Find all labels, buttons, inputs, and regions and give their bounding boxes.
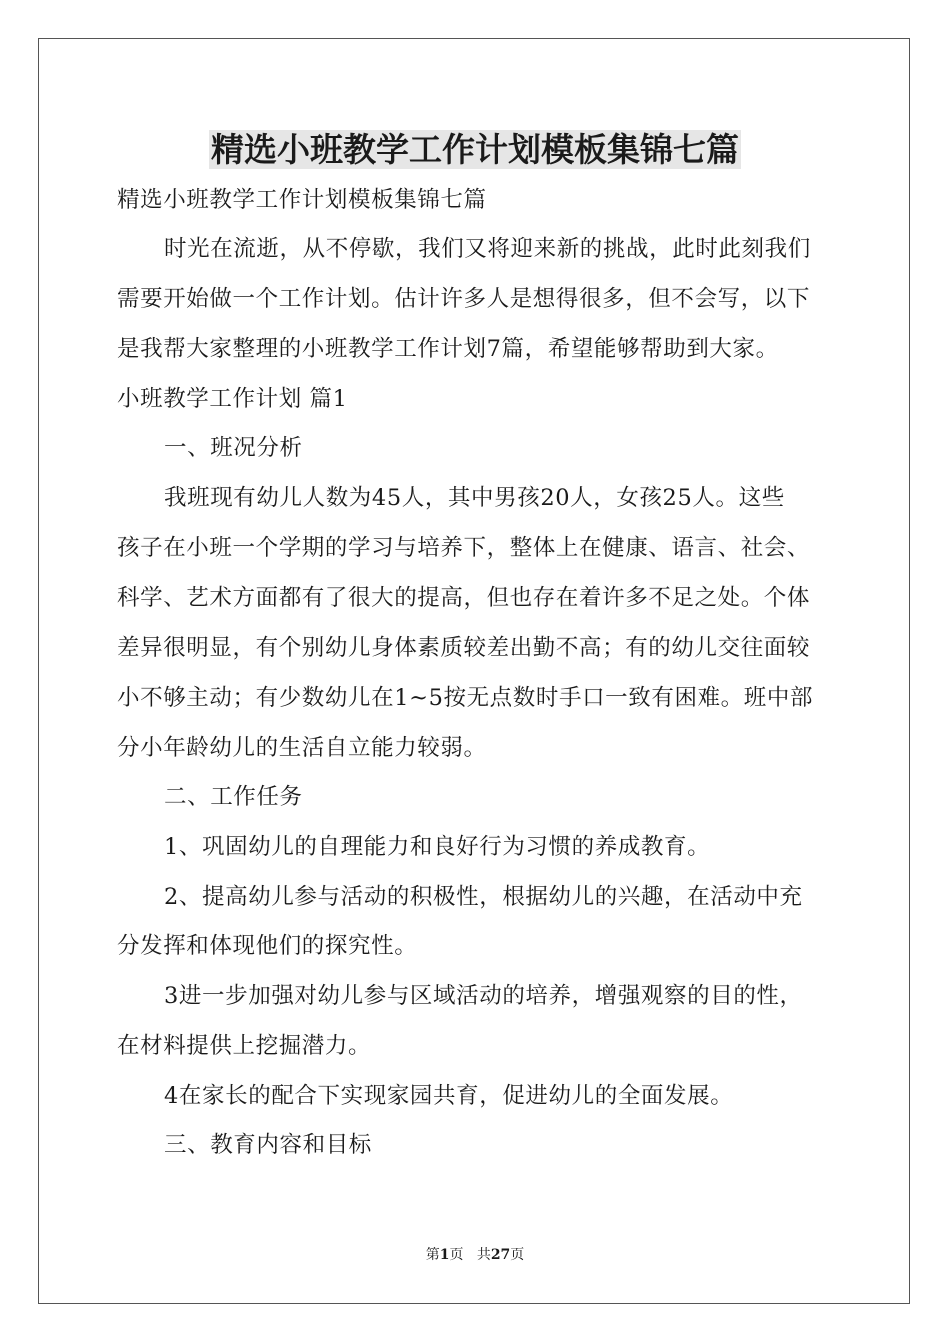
- list-item: 1、巩固幼儿的自理能力和良好行为习惯的养成教育。: [164, 834, 711, 860]
- paragraph-line: 科学、艺术方面都有了很大的提高，但也存在着许多不足之处。个体: [117, 585, 811, 611]
- paragraph-line: 分小年龄幼儿的生活自立能力较弱。: [117, 735, 487, 761]
- paragraph-line: 我班现有幼儿人数为45人，其中男孩20人，女孩25人。这些: [164, 485, 785, 511]
- page-label-suffix: 页: [449, 1247, 464, 1263]
- page-label-prefix: 第: [425, 1247, 440, 1263]
- subtitle-line: 精选小班教学工作计划模板集锦七篇: [117, 187, 487, 213]
- list-item-continuation: 分发挥和体现他们的探究性。: [117, 933, 418, 959]
- paragraph-line: 小不够主动；有少数幼儿在1~5按无点数时手口一致有困难。班中部: [117, 685, 814, 711]
- total-label-suffix: 页: [510, 1247, 525, 1263]
- total-label-prefix: 共: [476, 1247, 491, 1263]
- document-title-text: 精选小班教学工作计划模板集锦七篇: [211, 130, 739, 169]
- page-border: [38, 38, 910, 1304]
- list-item: 2、提高幼儿参与活动的积极性，根据幼儿的兴趣，在活动中充: [164, 884, 803, 910]
- page-footer: [0, 1245, 950, 1265]
- paragraph-line: 时光在流逝，从不停歇，我们又将迎来新的挑战，此时此刻我们: [164, 236, 811, 262]
- document-title: [0, 126, 950, 174]
- paragraph-line: 需要开始做一个工作计划。估计许多人是想得很多，但不会写，以下: [117, 286, 811, 312]
- list-item: 3进一步加强对幼儿参与区域活动的培养，增强观察的目的性，: [164, 983, 803, 1009]
- section-heading: 小班教学工作计划 篇1: [117, 386, 348, 412]
- page-number: 1: [439, 1247, 450, 1263]
- paragraph-line: 是我帮大家整理的小班教学工作计划7篇，希望能够帮助到大家。: [117, 336, 779, 362]
- list-item: 4在家长的配合下实现家园共育，促进幼儿的全面发展。: [164, 1083, 734, 1109]
- paragraph-line: 孩子在小班一个学期的学习与培养下，整体上在健康、语言、社会、: [117, 535, 811, 561]
- total-pages: 27: [490, 1247, 511, 1263]
- list-item-continuation: 在材料提供上挖掘潜力。: [117, 1033, 372, 1059]
- section-subheading: 一、班况分析: [164, 435, 303, 461]
- section-subheading: 三、教育内容和目标: [164, 1132, 372, 1158]
- paragraph-line: 差异很明显，有个别幼儿身体素质较差出勤不高；有的幼儿交往面较: [117, 635, 811, 661]
- section-subheading: 二、工作任务: [164, 784, 303, 810]
